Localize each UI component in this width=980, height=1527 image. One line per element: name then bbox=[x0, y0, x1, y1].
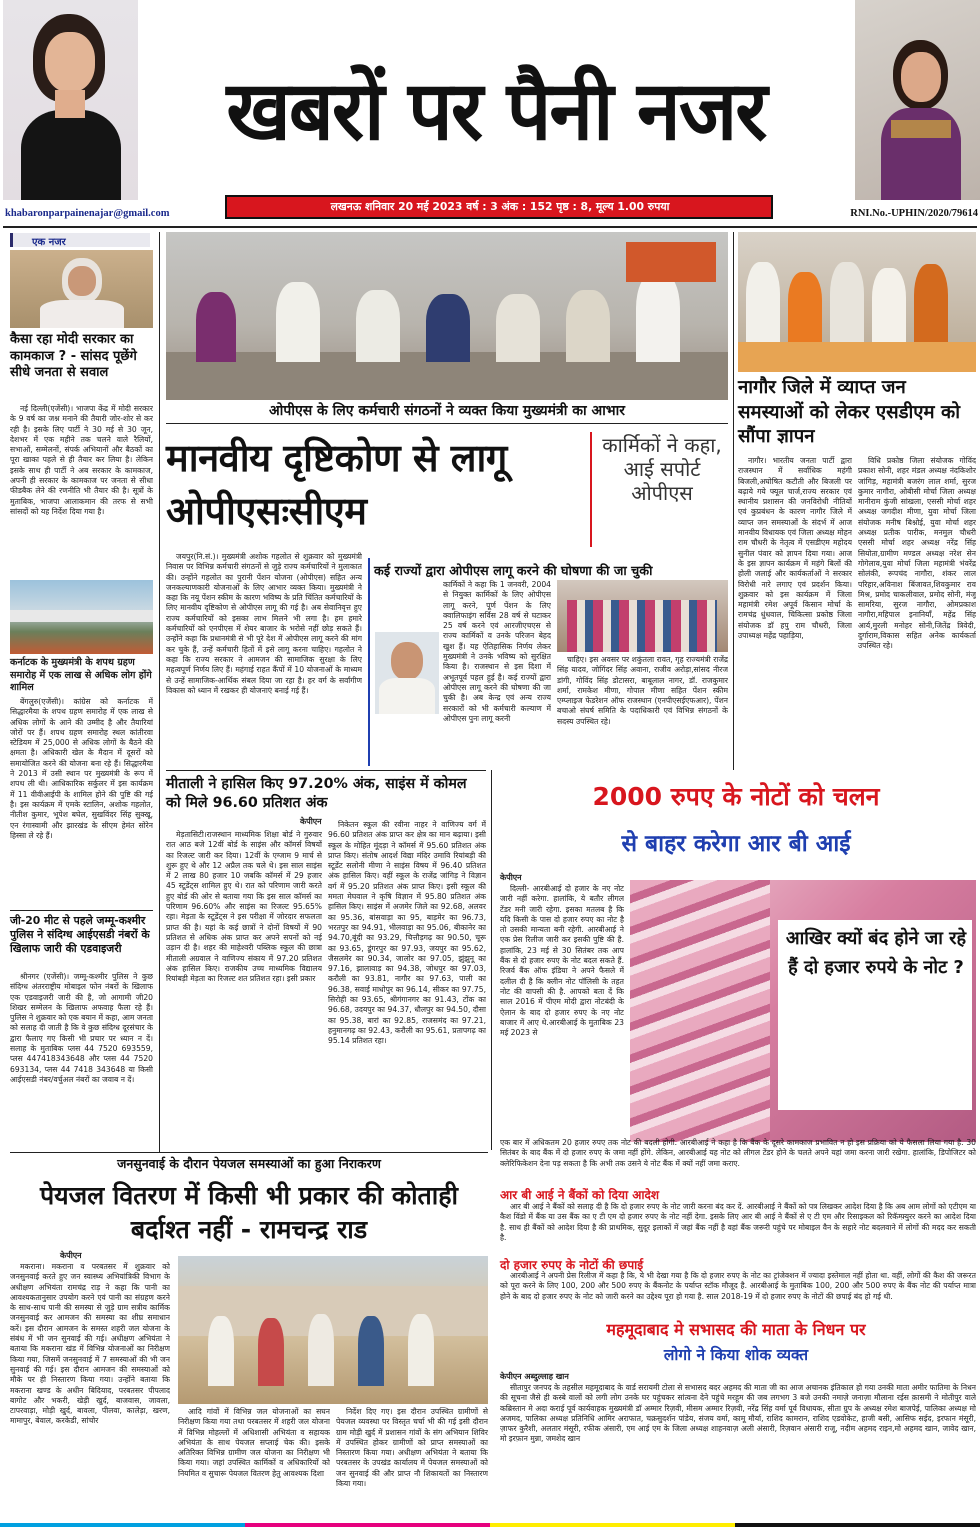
s1-title: कैसा रहा मोदी सरकार का कामकाज ? - सांसद पूछेंगे सीधे जनता से सवाल bbox=[10, 332, 137, 380]
lead-sub-headline: कई राज्यों द्वारा ओपीएस लागू करने की घोषणा की जा चुकी bbox=[374, 564, 653, 579]
water-top-rule bbox=[10, 1152, 488, 1153]
note-text-wide: एक बार में अधिकतम 20 हजार रुपए तक नोट की बदली होगी. आरबीआई ने कहा है कि बैंक के दूसरे कामकाज प्रभावित न हो इस प्रक्रिया को ये फैसला लिया गया है. 30 सितंबर के बाद बैंक में दो हजार रुपए के जमा नहीं होंगे. लेकिन, आरबीआई यह नोट को लीगल टेंडर होने के चलते अपने यहां जमा करना जारी रखेगा. हालांकि, डिपोजिटर को क्लेरिफिकेशन देना पड़ सकता है कि अभी तक उसने ये नोट बैंक में क्यों नहीं जमा कराए. bbox=[500, 1138, 976, 1168]
stadium-photo bbox=[10, 580, 153, 654]
ek-najar-label: एक नजर bbox=[32, 237, 66, 248]
ek-najar-tag bbox=[10, 233, 150, 247]
note-text-top: दिल्ली- आरबीआई दो हजार के नए नोट जारी नहीं करेगा. हालांकि, ये बतौर लीगल टेंडर मनी जारी रहेगा. इसका मतलब है कि यदि किसी के पास दो हजार रुपए का नोट है तो उसकी मान्यता बनी रहेगी. आरबीआई ने एक प्रेस रिलीज जारी कर इसकी पुष्टि की है. हालांकि, 23 मई से 30 सितंबर तक आप बैंक से दो हजार रुपए के नोट बदल सकते हैं. रिजर्व बैंक ऑफ इंडिया ने अपने फैसले में दलील दी है कि क्लीन नोट पॉलिसी के तहत नोट की वापसी की है. आपको बता दें कि साल 2016 में पीएम मोदी द्वारा नोटबंदी के ऐलान के बाद दो हजार रुपए के नए नोट बाजार में आए थे.आरबीआई के मुताबिक 23 मई 2023 से bbox=[500, 884, 624, 1038]
s2-body bbox=[10, 697, 153, 905]
water-photo bbox=[178, 1256, 488, 1404]
note-headline-1: 2000 रुपए के नोटों को चलन bbox=[592, 782, 880, 811]
modi-photo bbox=[10, 250, 153, 328]
email[interactable]: khabaronparpainenajar@gmail.com bbox=[5, 208, 170, 219]
note-image bbox=[630, 880, 976, 1142]
water-text2: आदि गांवों में विभिन्न जल योजनाओं का सघन निरीक्षण किया गया तथा परबतसर में शहरी जल योजना में विभिन्न मोहल्लों में अधिशासी अभियंता व सहायक अभियंता के साथ पेयजल सप्लाई चेक की। इसके अतिरिक्त विभिन्न ग्रामीण जल योजना का निरीक्षण भी किया गया। जहां उपस्थित कार्मिकों व अधिकारियों को नियमित व सुचारू पेयजल वितरण हेतु आवश्यक दिशा bbox=[178, 1407, 330, 1478]
note-sub1-text: आर बी आई ने बैंकों को सलाह दी है कि दो हजार रुपए के नोट जारी करना बंद कर दें. आरबीआई ने बैंकों को पत्र लिखकर आदेश दिया है कि अब आम लोगों को एटीएम या कैश विंडो में बैंक या उस बैंक का ए टी एम दो हजार रुपए के नोट नहीं देगा. इसके लिए आर बी आई ने बैंकों से ए टी एम और रिसाइकल को रिकॅम्फ़्युरर करने का आदेश दिया है. साथ ही बैंकों को आदेश दिया है की प्राथमिक, सुदूर इलाकों में जहां बैंक नहीं है वहां बैंक जरूरी पहुंचे पर मोबाइल वैन के सहारे नोट बदलवाने में लोगों की मदद कर सकती है. bbox=[500, 1202, 976, 1242]
mahmudabad-headline-2: लोगो ने किया शोक व्यक्त bbox=[663, 1346, 809, 1364]
lead-sub-body-a bbox=[375, 580, 551, 766]
note-byline: केपीएन bbox=[500, 873, 522, 882]
s3-body bbox=[10, 972, 153, 1152]
crowd-photo bbox=[557, 580, 728, 652]
note-headline-2: से बाहर करेगा आर बी आई bbox=[621, 831, 851, 857]
water-text1: मकराना। मकराना व परबतसर में शुक्रवार को जनसुनवाई करते हुए जन स्वास्थ्य अभियांत्रिकी विभाग के अधीक्षण अभियंता रामचंद्र राड़ ने कहा कि पानी का आवश्यकतानुसार उपयोग करने एवं पानी का संग्रहण करने के साथ-साथ पानी की समस्या से जुड़े ग्राम सत्रीय कार्मिक जनसुनवाई कर आमजन की समस्या का शीघ्र समाधान करें। इस दौरान आमजन के समस्त शहरी जल योजना के संबंध में भी जन सुनवाई की गई। अधीक्षण अभियंता ने बताया कि मकराना खंड में विभिन्न योजनाओं का निरीक्षण किया गया, जिसमें जनसुनवाई में 7 समस्याओं की भी जन सुनवाई की गई। इस दौरान आमजन की समस्याओं को मौके पर ही निस्तारण किया गया। उन्होंने बताया कि मकराना खण्ड के अधीन बिदियाद, परबतसर पीपलाद बागोट और भकरी, खेड़ी खुर्द, बाजवास, जावला, टापरवाड़ा, मोड़ी खुर्द, बावला, पीलवा, कालेड़ा, खरण, मामापुर, बेवाल, करकेडी, सांचोर bbox=[10, 1262, 170, 1426]
lead-sub-body-b bbox=[557, 655, 728, 766]
lead-photo bbox=[166, 232, 728, 400]
result-headline: मीताली ने हासिल किए 97.20% अंक, साइंस में कोमल को मिले 96.60 प्रतिशत अंक bbox=[166, 776, 467, 811]
mahmudabad-text: सीतापुर जनपद के तहसील महमूदाबाद के वार्ड सरायमी टोला से सभासद बदर अहमद की माता जी का आज अचानक इंतिकाल हो गया उनकी माता अमीर फातिमा के निधन की सूचना जैसे ही कस्बे वालों को लगी लोग उनके घर पहुंचकर सांत्वना देने पहुंचे मरहूम की जब लगभग 3 बजे उनकी नमाज़े जनाज़ा मौलाना रईस क़ासमी ने मोतीपुर वाले कब्रिस्तान मे अदा कराई पूर्व कार्यवाहक मुख्यमंत्री डॉ अम्मार रिज़वी, मीसम अम्मार रिज़वी, नरेंद्र सिंह वर्मा पूर्व विधायक, सीता ग्रुप के अध्यक्ष रमेश बाजपेई, पालिका अध्यक्ष मो अजमद, पालिका अध्यक्ष प्रतिनिधि आमिर अराफात, चक्रसुदर्शन पांडेय, संजय वर्मा, कामू मौर्या, राशिद कामरान, राशिद एडवोकेट, हाजी बसी, आसिफ सईद, इरफान मंसूरी, ज़ाफर कुरैशी, अलतार मंसूरी, रफीक अंसारी, एम आई एम के जिला अध्यक्ष शाहनवाज़ अली अंसारी, रिज़वान अंसारी राजू, नदीम अहमद राइन,मो अहमद खान, जावेद खान, मो इरफ़ान मुन्ना, जमशेद खान bbox=[500, 1383, 976, 1444]
nagaur-col2 bbox=[858, 456, 976, 768]
water-text3: निर्देश दिए गए। इस दौरान उपस्थित ग्रामीणों से पेयजल व्यवस्था पर विस्तृत चर्चा भी की गई इसी दौरान ग्राम मोड़ी खुर्द में प्रशासन गांवों के संग अभियान शिविर में उपस्थित होकर ग्रामीणों को प्राप्त समस्याओं का निस्तारण किया गया। अधीक्षण अभियंता ने बताया कि परबतसर के उपखंड कार्यालय में पेयजल समस्याओं को जन सुनवाई की और प्राप्त नौ शिकायतों का निस्तारण किया गया। bbox=[336, 1407, 488, 1489]
note-sub2: दो हजार रुपए के नोटों की छपाई bbox=[500, 1258, 644, 1272]
lead-headline: मानवीय दृष्टिकोण से लागू ओपीएसःसीएम bbox=[166, 436, 507, 533]
result-col2 bbox=[328, 820, 486, 1148]
nagaur-text2: विधि प्रकोष्ठ जिला संयोजक गोविंद प्रकाश सोनी, शहर मंडल अध्यक्ष नंदकिशोर जांगिड़, महामंत्री बजरंग लाल शर्मा, सुरज कुमार नागौरा, ओबीसी मोर्चा जिला अध्यक्ष मानीराम कुंजी सांखला, एससी मोर्चा शहर अध्यक्ष जगदीश मीणा, युवा मोर्चा जिला संयोजक मनीष बिश्नोई, युवा मोर्चा शहर अध्यक्ष प्रतीक पारीक, मनमुल चौधरी एससी मोर्चा शहर अध्यक्ष नरेंद्र सिंह सियोता,ग्रामीण मण्डल अध्यक्ष नरेश सेन गोगेलाव,युवा मोर्चा जिला महामंत्री भंवरेंद्र सोलंकी, रूपचंद नागौरा, शंकर लाल परिहार,अविनाश बिंजावत,शिवकुमार राव मिश्र, प्रमोद चाकलीवाल, प्रमोद सोनी, मंजू सामरिया, सुरज नागौरा, ओमप्रकाश नागौरा,महिपाल इनानियाँ, महेंद्र सिंह आर्य,मुरली मनोहर सोनी,जितेंद्र त्रिवेदी, दुर्गाराम,विकास सहित अनेक कार्यकर्ता उपस्थित रहे। bbox=[858, 456, 976, 651]
water-kicker: जनसुनवाई के दौरान पेयजल समस्याओं का हुआ निराकरण bbox=[117, 1156, 381, 1171]
note-body-wide bbox=[500, 1138, 976, 1184]
nagaur-vrule bbox=[733, 232, 734, 770]
result-byline: केपीएन bbox=[300, 817, 322, 826]
edition-line: लखनऊ शनिवार 20 मई 2023 वर्ष : 3 अंक : 152 पृष्ठ : 8, मूल्य 1.00 रुपया bbox=[330, 200, 670, 213]
right-anchor-photo bbox=[855, 0, 980, 200]
nagaur-photo bbox=[738, 232, 976, 372]
nagaur-text1: नागौर। भारतीय जनता पार्टी द्वारा राजस्थान में सर्वाधिक महंगी बिजली,अघोषित कटौती और बिजली पर बढ़ाये गये फ्यूल चार्ज,राज्य सरकार एवं स्थानीय प्रशासन की जनविरोधी नीतियों एवं कुप्रबंधन के कारण नागौर जिले में व्याप्त जन समस्याओं के संदर्भ में आज मानवीय विधायक एवं जिला अध्यक्ष मोहन राम चौधरी के नेतृत्व में एसडीएम महोदय सुनील पंवार को ज्ञापन दिया गया। आज के इस ज्ञापन कार्यक्रम में महंगे बिलों की होली जलाई और कार्यकर्ताओं ने सरकार विरोधी नारे लगाए एवं प्रदर्शन किया। शुक्रवार को इस कार्यक्रम में जिला महामंत्री रमेश अपूर्व किसान मोर्चा के रामचंद्र धुंधवाल, चिकित्सा प्रकोष्ठ जिला संयोजक डॉ हपु राम चौधरी, जिला उपाध्यक्ष महेंद्र पहाड़िया, bbox=[738, 456, 852, 641]
water-col3 bbox=[336, 1407, 488, 1524]
water-col1 bbox=[10, 1262, 170, 1524]
lead-caption: ओपीएस के लिए कर्मचारी संगठनों ने व्यक्त किया मुख्यमंत्री का आभार bbox=[269, 403, 625, 419]
lead-side-vrule bbox=[590, 432, 592, 547]
s2-divider bbox=[10, 910, 153, 911]
s1-body bbox=[10, 404, 153, 576]
lead-sub-vrule bbox=[368, 558, 370, 766]
sidebar-vrule bbox=[159, 232, 160, 1152]
s1-text: नई दिल्ली(एजेंसी)। भाजपा केंद्र में मोदी सरकार के 9 वर्ष का जश्न मनाने की तैयारी जोर-शोर से कर रही है। इसके लिए पार्टी ने 30 मई से 30 जून, देशभर में एक महीने तक चलने वाले रैलियों, सभाओं, सम्मेलनों, संपर्क अभियानों और बैठकों का पूरा खाका पहले से ही तैयार कर लिया है। लेकिन इसके साथ ही पार्टी ने अब सरकार के कामकाज, अपनी ही सरकार के कामकाज पर जनता से सीधा फीडबैक लेने की रणनीति भी तैयार की है। सूत्रों के मुताबिक, भाजपा आलाकमान की तरफ से सभी सांसदों को यह निर्देश दिया गया है। bbox=[10, 404, 153, 516]
note-sub2-body bbox=[500, 1271, 976, 1315]
note-vrule bbox=[491, 770, 492, 1150]
result-col1 bbox=[166, 830, 322, 1148]
mahmudabad-body bbox=[500, 1383, 976, 1523]
note-sub1-body bbox=[500, 1202, 976, 1254]
lead-sub-text-b: चाहिए। इस अवसर पर शकुंतला रावत, गृह राज्यमंत्री राजेंद्र सिंह यादव, जोगिंदर सिंह अवाना, राजीव अरोड़ा,सांसद नीरज डांगी, गोविंद सिंह डोटासरा, बाबूलाल नागर, डॉ. राजकुमार शर्मा, रामकेश मीणा, गोपाल मीणा सहित पेंशन स्कीम एम्प्लाइज फेडरेशन ऑफ राजस्थान (एनपीएसईएफआर), पेंशन बचाओ संघर्ष समिति के पदाधिकारी एवं विभिन्न संगठनों के सदस्य उपस्थित रहे। bbox=[557, 655, 728, 726]
nagaur-col1 bbox=[738, 456, 852, 768]
color-registration-strip bbox=[0, 1523, 980, 1527]
left-anchor-photo bbox=[3, 0, 138, 200]
masthead-title: खबरों पर पैनी नजर bbox=[226, 64, 766, 159]
nagaur-headline: नागौर जिले में व्याप्त जन समस्याओं को लेकर एसडीएम को सौंपा ज्ञापन bbox=[738, 377, 960, 447]
rni-number: RNI.No.-UPHIN/2020/79614 bbox=[850, 208, 978, 219]
note-image-text: आखिर क्यों बंद होने जा रहे हैं दो हजार रुपये के नोट ? bbox=[785, 928, 967, 978]
water-byline: केपीएन bbox=[60, 1251, 82, 1260]
result-text2: निकेतन स्कूल की रवीना नाहर ने वाणिज्य वर्ग में 96.60 प्रतिशत अंक प्राप्त कर क्षेत्र का मान बढ़ाया। इसी स्कूल के मोहित मूंदड़ा ने कॉमर्स में 95.60 प्रतिशत अंक प्राप्त किए। संतोष आदर्श विद्या मंदिर उमावि रियांबड़ी की स्टूडेंट सलोनी मीणा ने साइंस विषय में 96.40 प्रतिशत अंक हासिल किए। वहीं स्कूल के राजेंद्र जांगिड़ ने विज्ञान वर्ग में 95.20 प्रतिशत अंक प्राप्त किए। इसी स्कूल की ममता मेघवाल ने कृषि विज्ञान में 95.80 प्रतिशत अंक हासिल किए। साइंस में अजमेर जिले का 92.68, अलवर का 95.36, बांसवाड़ा का 95, बाड़मेर का 96.73, भरतपुर का 94.91, भीलवाड़ा का 95.06, बीकानेर का 94.70,बूंदी का 93.29, चित्तौड़गढ़ का 90.50, चूरू का 93.65, डूंगरपुर का 97.93, जयपुर का 95.62, जैसलमेर का 90.34, जालोर का 97.05, झुंझुनू का 97.16, झालावाड़ का 94.38, जोधपुर का 97.03, करौली का 93.81, नागौर का 97.63, पाली का 96.38, सवाई माधोपुर का 96.14, सीकर का 97.75, सिरोही का 93.65, श्रीगंगानगर का 91.43, टोंक का 96.68, उदयपुर का 94.37, धौलपुर का 94.50, दौसा का 95.38, बारां का 92.85, राजसमंद का 97.21, हनुमानगढ़ का 92.43, करौली का 95.61, प्रतापगढ़ का 95.14 प्रतिशत रहा। bbox=[328, 820, 486, 1046]
masthead-rule bbox=[3, 226, 977, 228]
lead-sub-text-a: कार्मिकों ने कहा कि 1 जनवरी, 2004 से नियुक्त कार्मिकों के लिए ओपीएस लागू करने, पूर्ण पेंशन के लिए क्वालिफाइंग सर्विस 28 वर्ष से घटाकर 25 वर्ष करने एवं आरजीएचएस से राज्य कार्मिकों व उनके परिजन बेहद खुश हैं। यह ऐतिहासिक निर्णय लेकर मुख्यमंत्री ने उनके भविष्य को सुरक्षित किया है। राजस्थान से इस दिशा में अभूतपूर्व पहल हुई है। कई राज्यों द्वारा ओपीएस लागू करने की घोषणा की जा चुकी है। अब केन्द्र एवं अन्य राज्य सरकारों को भी कर्मचारी कल्याण में ओपीएस पुनः लागू करनी bbox=[443, 580, 551, 723]
result-text1: मेड़तासिटी।राजस्थान माध्यमिक शिक्षा बोर्ड ने गुरुवार रात आठ बजे 12वीं बोर्ड के साइंस और कॉमर्स विषयों का रिजल्ट जारी कर दिया। 12वीं के एग्जाम 9 मार्च से शुरू हुए थे और 12 अप्रैल तक चले थे। इस साल साइंस में 2 लाख 80 हजार 10 जबकि कॉमर्स में 29 हजार 45 स्टूडेंट्स शामिल हुए थे। रात को परिणाम जारी करते हुए बोर्ड की ओर से बताया गया कि इस साल कॉमर्स का परिणाम 96.60% और साइंस का रिजल्ट 95.65% रहा। मेड़ता के स्टूडेंट्स ने इस परीक्षा में जोरदार सफलता प्राप्त की है। यहां के कई छात्रों ने दोनों विषयों में 90 प्रतिशत से अधिक अंक प्राप्त कर अपने सपनों को नई उड़ान दी है। शहर की माहेश्वरी पब्लिक स्कूल की छात्रा मीताली अग्रवाल ने वाणिज्य संकाय में 97.20 प्रतिशत अंक हासिल किए। राजकीय उच्च माध्यमिक विद्यालय रियांबड़ी मेड़ता का रिजल्ट शत प्रतिशत रहा। इसी प्रकार bbox=[166, 830, 322, 984]
note-sub1: आर बी आई ने बैंकों को दिया आदेश bbox=[500, 1188, 660, 1202]
s2-text: बेंगलुरु(एजेंसी)। कांग्रेस को कर्नाटक में सिद्धारमैया के शपथ ग्रहण समारोह में एक लाख से अधिक लोगों के आने की उम्मीद है और तैयारियां जोरों पर हैं। शपथ ग्रहण समारोह स्थल कांतीरवा स्टेडियम में 25,000 से अधिक लोगों के बैठने की क्षमता है। अधिकारी खेल के मैदान में दूसरों को समायोजित करने की योजना बना रहे हैं। सिद्धारमैया ने 2013 में उसी स्थान पर मुख्यमंत्री के रूप में शपथ ली थी। आधिकारिक सर्कुलर में इस कार्यक्रम में 11 वीवीआईपी के शामिल होने की पुष्टि की गई है। इस कार्यक्रम में एमके स्टालिन, अशोक गहलोत, नीतीश कुमार, भूपेश बघेल, सुखविंदर सिंह सुक्खू, एन रंगास्वामी और झारखंड के सीएम हेमंत सोरेन हिस्सा ले रहे हैं। bbox=[10, 697, 153, 840]
note-body-top bbox=[500, 884, 624, 1142]
s2-title: कर्नाटक के मुख्यमंत्री के शपथ ग्रहण समारोह में एक लाख से अधिक लोग होंगे शामिल bbox=[10, 657, 152, 693]
s3-title: जी-20 मीट से पहले जम्मू-कश्मीर पुलिस ने संदिग्ध आईएसडी नंबरों के खिलाफ जारी की एडवाइजरी bbox=[10, 914, 150, 955]
s3-text: श्रीनगर (एजेंसी)। जम्मू-कश्मीर पुलिस ने कुछ संदिग्ध अंतरराष्ट्रीय मोबाइल फोन नंबरों के खिलाफ एक एडवाइजरी जारी की है, जो आगामी जी20 शिखर सम्मेलन के खिलाफ अफवाह फैला रहे हैं। पुलिस ने शुक्रवार को एक बयान में कहा, आम जनता को सलाह दी जाती है कि वे कुछ संदिग्ध दूरसंचार के द्वारा फैलाए गए किसी भी प्रचार पर ध्यान न दें। सलाह के मुताबिक प्लस 44 7520 693559, प्लस 447418343648 और प्लस 44 7520 693134, प्लस 44 7418 343648 या किसी आईएसडी नंबर/वर्चुअल नंबरों का जवाब न दें। bbox=[10, 972, 153, 1084]
water-headline: पेयजल वितरण में किसी भी प्रकार की कोताही बर्दाश्त नहीं - रामचन्द्र राड bbox=[39, 1181, 459, 1244]
mahmudabad-byline: केपीएन अब्दुल्लाह खान bbox=[500, 1372, 569, 1381]
lead-side-headline: कार्मिकों ने कहा, आई सपोर्ट ओपीएस bbox=[602, 433, 722, 505]
note-sub2-text: आरबीआई ने अपनी प्रेस रिलीज में कहा है कि, ये भी देखा गया है कि दो हजार रुपए के नोट का ट्रांजेक्शन में ज्यादा इस्तेमाल नहीं होता था. वहीं, लोगों की कैश की जरूरत को पूरा करने के लिए 100, 200 और 500 रुपए के बैंकनोट के पर्याप्त स्टॉक मौजूद है. आरबीआई के मुताबिक 100, 200 और 500 रुपए के बैंक नोट की पर्याप्त मात्रा होने के बाद दो हजार रुपए के नोट को जारी करने का उद्देश्य पूरा हो गया है. साल 2018-19 में दो हजार रुपए के नोटों की छपाई बंद हो गई थी. bbox=[500, 1271, 976, 1301]
result-top-rule bbox=[166, 770, 486, 771]
lead-text: जयपुर(नि.सं.)। मुख्यमंत्री अशोक गहलोत से शुक्रवार को मुख्यमंत्री निवास पर विभिन्न कर्मचारी संगठनों से जुड़े राज्य कर्मचारियों ने मुलाकात की। उन्होंने गहलोत का पुरानी पेंशन योजना (ओपीएस) सहित अन्य जनकल्याणकारी योजनाओं के लिए आभार व्यक्त किया। मुख्यमंत्री ने कहा कि नयू पेंशन स्कीम के कारण भविष्य के प्रति चिंतित कर्मचारियों के लिए मानवीय दृष्टिकोण से ओपीएस लागू की गई है। अब सेवानिवृत्त हुए राज्य कर्मचारियों को इसका लाभ मिलने भी लगा है। हम हमारे कर्मचारियों को एनपीएस में शेयर बाजार के भरोसे नहीं छोड़ सकते हैं। उन्होंने कहा कि प्रधानमंत्री से भी पूरे देश में ओपीएस लागू करने की मांग कर चुके हैं, उन्हें कर्मचारी हितों में इसे लागू करना चाहिए। गहलोत ने कहा कि राज्य सरकार ने आमजन की सामाजिक सुरक्षा के लिए महत्वपूर्ण निर्णय लिए हैं। महंगाई राहत कैंपों में 10 योजनाओं के माध्यम से उन्हें सामाजिक-आर्थिक संबल दिया जा रहा है। हर वर्ग के सर्वांगीण विकास को ध्यान में रखकर ही योजनाएं बनाई गई हैं। bbox=[166, 552, 362, 695]
lead-caption-rule bbox=[166, 423, 728, 424]
mahmudabad-headline-1: महमूदाबाद मे सभासद की माता के निधन पर bbox=[606, 1320, 866, 1339]
water-col2 bbox=[178, 1407, 330, 1524]
lead-body bbox=[166, 552, 362, 766]
